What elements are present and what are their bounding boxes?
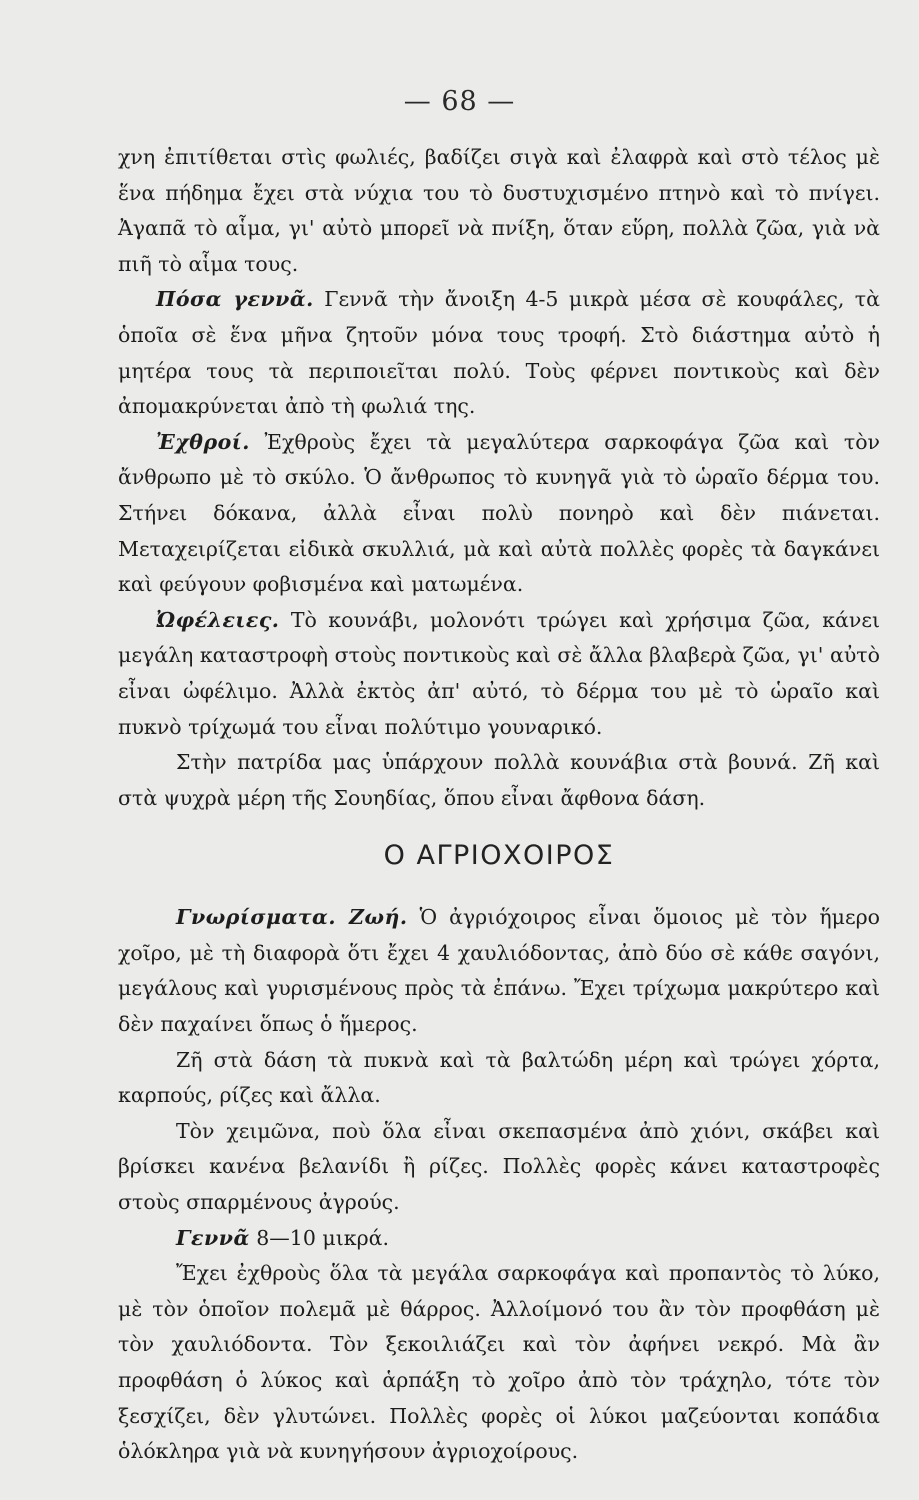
paragraph-enemies xyxy=(118,425,880,603)
paragraph-how-many-born xyxy=(118,282,880,424)
paragraph-text: Ἐχθροὺς ἔχει τὰ μεγαλύτερα σαρκοφάγα ζῶα καὶ τὸν ἄνθρωπο μὲ τὸ σκύλο. Ὁ ἄνθρωπος τὸ κυνηγᾶ γιὰ τὸ ὡραῖο δέρμα του. Στήνει δόκανα, ἀλλὰ εἶναι πολὺ πονηρὸ καὶ δὲν πιάνεται. Μεταχειρίζεται εἰδικὰ σκυλλιά, μὰ καὶ αὐτὰ πολλὲς φορὲς τὰ δαγκάνει καὶ φεύγουν φοβισμένα καὶ ματωμένα. xyxy=(118,429,880,597)
subheading: Ἐχθροί. xyxy=(156,429,250,454)
section-title: Ο ΑΓΡΙΟΧΟΙΡΟΣ xyxy=(383,840,615,872)
paragraph-text: Τὸ κουνάβι, μολονότι τρώγει καὶ χρήσιμα ζῶα, κάνει μεγάλη καταστροφὴ στοὺς ποντικοὺς καὶ σὲ ἄλλα βλαβερὰ ζῶα, γι' αὐτὸ εἶναι ὠφέλιμο. Ἀλλὰ ἐκτὸς ἀπ' αὐτό, τὸ δέρμα του μὲ τὸ ὡραῖο καὶ πυκνὸ τρίχωμά του εἶναι πολύτιμο γουναρικό. xyxy=(118,607,880,739)
paragraph-text: Ἔχει ἐχθροὺς ὅλα τὰ μεγάλα σαρκοφάγα καὶ προπαντὸς τὸ λύκο, μὲ τὸν ὁποῖον πολεμᾶ μὲ θάρρος. Ἀλλοίμονό του ἂν τὸν προφθάση μὲ τὸν χαυλιόδοντα. Τὸν ξεκοιλιάζει καὶ τὸν ἀφήνει νεκρό. Μὰ ἂν προφθάση ὁ λύκος καὶ ἁρπάξη τὸ χοῖρο ἀπὸ τὸν τράχηλο, τότε τὸν ξεσχίζει, δὲν γλυτώνει. Πολλὲς φορὲς οἱ λύκοι μαζεύονται κοπάδια ὁλόκληρα γιὰ νὰ κυνηγήσουν ἀγριοχοίρους. xyxy=(118,1261,880,1464)
paragraph-text: Ὁ ἀγριόχοιρος εἶναι ὅμοιος μὲ τὸν ἥμερο χοῖρο, μὲ τὴ διαφορὰ ὅτι ἔχει 4 χαυλιόδοντας, ἀπὸ δύο σὲ κάθε σαγόνι, μεγάλους καὶ γυρισμένους πρὸς τὰ ἐπάνω. Ἔχει τρίχωμα μακρύτερο καὶ δὲν παχαίνει ὅπως ὁ ἥμερος. xyxy=(118,905,880,1037)
subheading: Ὠφέλειες. xyxy=(156,607,280,632)
paragraph-diet xyxy=(118,1043,880,1114)
paragraph-text: Τὸν χειμῶνα, ποὺ ὅλα εἶναι σκεπασμένα ἀπὸ χιόνι, σκάβει καὶ βρίσκει κανένα βελανίδι ἢ ρίζες. Πολλὲς φορὲς κάνει καταστροφὲς στοὺς σπαρμένους ἀγρούς. xyxy=(118,1118,880,1215)
paragraph-benefits xyxy=(118,603,880,745)
paragraph-winter xyxy=(118,1114,880,1221)
paragraph-enemies-wolf xyxy=(118,1256,880,1470)
paragraph-characteristics xyxy=(118,900,880,1042)
paragraph-text: Γεννᾶ τὴν ἄνοιξη 4-5 μικρὰ μέσα σὲ κουφάλες, τὰ ὁποῖα σὲ ἕνα μῆνα ζητοῦν μόνα τους τροφή. Στὸ διάστημα αὐτὸ ἡ μητέρα τους τὰ περιποιεῖται πολύ. Τοὺς φέρνει ποντικοὺς καὶ δὲν ἀπομακρύνεται ἀπὸ τὴ φωλιά της. xyxy=(118,287,880,419)
paragraph-offspring xyxy=(118,1221,880,1257)
paragraph-text: Στὴν πατρίδα μας ὑπάρχουν πολλὰ κουνάβια στὰ βουνά. Ζῆ καὶ στὰ ψυχρὰ μέρη τῆς Σουηδίας, ὅπου εἶναι ἄφθονα δάση. xyxy=(118,750,880,810)
paragraph-text: Ζῆ στὰ δάση τὰ πυκνὰ καὶ τὰ βαλτώδη μέρη καὶ τρώγει χόρτα, καρπούς, ρίζες καὶ ἄλλα. xyxy=(118,1047,880,1108)
subheading: Γνωρίσματα. Ζωή. xyxy=(176,905,408,930)
paragraph-text: χνη ἐπιτίθεται στὶς φωλιές, βαδίζει σιγὰ καὶ ἐλαφρὰ καὶ στὸ τέλος μὲ ἕνα πήδημα ἔχει στὰ νύχια του τὸ δυστυχισμένο πτηνὸ καὶ τὸ πνίγει. Ἀγαπᾶ τὸ αἷμα, γι' αὐτὸ μπορεῖ νὰ πνίξη, ὅταν εὕρη, πολλὰ ζῶα, γιὰ νὰ πιῆ τὸ αἷμα τους. xyxy=(118,145,880,276)
paragraph-habitat xyxy=(118,745,880,816)
paragraph-continuation xyxy=(118,140,880,282)
subheading: Γεννᾶ xyxy=(176,1225,250,1250)
page-number: — 68 — xyxy=(403,86,516,117)
subheading: Πόσα γεννᾶ. xyxy=(156,287,314,312)
body-text xyxy=(118,140,880,1470)
paragraph-text: 8—10 μικρά. xyxy=(249,1225,389,1250)
